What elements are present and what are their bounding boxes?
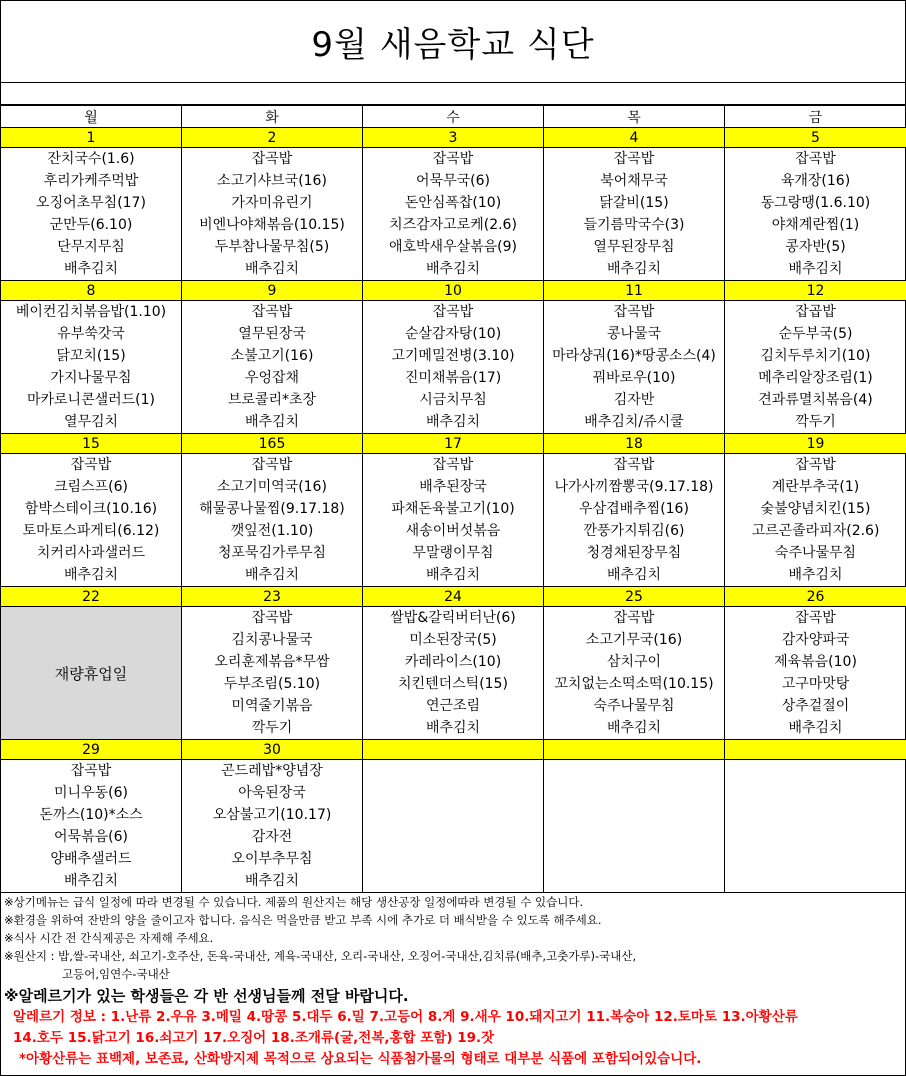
- menu-cell: [1, 301, 182, 434]
- menu-cell: [363, 301, 544, 434]
- menu-cell: [544, 454, 725, 587]
- date-cell: 18: [544, 434, 725, 454]
- menu-item: 잔치국수(1.6): [47, 151, 135, 167]
- menu-item: 배추김치: [425, 414, 481, 430]
- menu-item: 깐풍가지튀김(6): [583, 523, 685, 539]
- empty-menu-cell: [363, 760, 544, 893]
- menu-item: 제육볶음(10): [774, 654, 857, 670]
- menu-item: 잡곡밥: [432, 151, 474, 167]
- date-cell: 26: [725, 587, 906, 607]
- menu-item: 배추김치: [244, 567, 300, 583]
- menu-item: 잡곡밥: [70, 763, 112, 779]
- date-row: [1, 281, 906, 301]
- empty-menu-cell: [725, 760, 906, 893]
- menu-item: 카레라이스(10): [404, 654, 502, 670]
- menu-cell: [544, 301, 725, 434]
- weekday-wed: 수: [363, 106, 544, 128]
- menu-item: 김치콩나물국: [231, 632, 313, 648]
- menu-item: 콩자반(5): [785, 239, 846, 255]
- menu-cell: [363, 454, 544, 587]
- menu-item: 배추김치: [788, 567, 843, 583]
- menu-item: 콩나물국: [606, 326, 662, 342]
- menu-item: 순두부국(5): [778, 326, 853, 342]
- menu-item: 배추김치: [425, 567, 481, 583]
- menu-cell: [182, 148, 363, 281]
- menu-item: 배추김치: [788, 261, 843, 277]
- date-cell: 22: [1, 587, 182, 607]
- date-cell: 30: [182, 740, 363, 760]
- menu-row: [1, 760, 906, 893]
- menu-item: 깍두기: [251, 720, 293, 736]
- allergy-info-line: 알레르기 정보 : 1.난류 2.우유 3.메밀 4.땅콩 5.대두 6.밀 7.고등어 8.게 9.새우 10.돼지고기 11.복숭아 12.토마토 13.아황산류: [13, 1009, 798, 1025]
- date-cell: [725, 740, 906, 760]
- menu-item: 계란부추국(1): [771, 479, 860, 495]
- menu-item: 나가사끼짬뽕국(9.17.18): [554, 479, 714, 495]
- menu-item: 베이컨김치볶음밥(1.10): [15, 304, 167, 320]
- menu-item: 잡곱밥: [795, 304, 836, 320]
- menu-item: 배추김치: [425, 720, 481, 736]
- menu-cell: [544, 607, 725, 740]
- menu-item: 고르곤졸라피자(2.6): [751, 523, 880, 539]
- date-cell: 25: [544, 587, 725, 607]
- menu-item: 고구마맛탕: [781, 676, 850, 692]
- menu-item: 메추리알장조림(1): [758, 370, 873, 386]
- date-cell: [363, 740, 544, 760]
- menu-item: 배추김치: [63, 873, 119, 889]
- menu-item: 오삼불고기(10.17): [212, 807, 332, 823]
- menu-item: 진미채볶음(17): [404, 370, 502, 386]
- menu-item: 유부쑥갓국: [57, 326, 125, 342]
- menu-item: 잡곡밥: [251, 457, 293, 473]
- menu-item: 닭꼬치(15): [56, 348, 126, 364]
- note-line: ※식사 시간 전 간식제공은 자제해 주세요.: [4, 931, 214, 945]
- menu-item: 잡곡밥: [795, 457, 836, 473]
- menu-item: 감자양파국: [781, 632, 850, 648]
- menu-item: 우엉잡채: [244, 370, 300, 386]
- menu-item: 마카로니콘샐러드(1): [26, 392, 156, 408]
- menu-item: 동그랑땡(1.6.10): [760, 195, 871, 211]
- menu-item: 잡곡밥: [613, 610, 655, 626]
- menu-item: 잡곡밥: [795, 151, 836, 167]
- menu-row: [1, 607, 906, 740]
- menu-item: 곤드레밥*양념장: [221, 763, 323, 779]
- menu-item: 소고기미역국(16): [217, 479, 327, 495]
- menu-item: 야채계란찜(1): [771, 217, 860, 233]
- date-cell: 19: [725, 434, 906, 454]
- menu-cell: [544, 148, 725, 281]
- weekday-thu: 목: [544, 106, 725, 128]
- menu-item: 가자미유린기: [231, 195, 313, 211]
- menu-item: 잡곡밥: [251, 151, 293, 167]
- weekday-fri: 금: [725, 106, 906, 128]
- menu-item: 상추겉절이: [781, 698, 850, 714]
- menu-item: 숙주나물무침: [593, 698, 675, 714]
- menu-item: 단무지무침: [57, 239, 125, 255]
- menu-item: 숯불양념치킨(15): [760, 501, 871, 517]
- menu-item: 육개장(16): [780, 173, 851, 189]
- menu-cell: [1, 760, 182, 893]
- menu-item: 순살감자탕(10): [404, 326, 502, 342]
- menu-item: 마라샹궈(16)*땅콩소스(4): [552, 348, 716, 364]
- page-title: 9월 새음학교 식단: [1, 1, 905, 83]
- menu-item: 들기름막국수(3): [583, 217, 685, 233]
- menu-item: 소불고기(16): [230, 348, 314, 364]
- menu-item: 해물콩나물찜(9.17.18): [199, 501, 345, 517]
- menu-cell: [182, 760, 363, 893]
- menu-item: 김치두루치기(10): [760, 348, 871, 364]
- menu-item: 새송이버섯볶음: [405, 523, 501, 539]
- date-cell: 3: [363, 128, 544, 148]
- date-cell: 9: [182, 281, 363, 301]
- menu-item: 미소된장국(5): [409, 632, 497, 648]
- menu-item: 오징어초무침(17): [36, 195, 146, 211]
- allergy-footnote: *아황산류는 표백제, 보존료, 산화방지제 목적으로 상요되는 식품첨가물의 형태로 대부분 식품에 포함되어있습니다.: [19, 1051, 702, 1067]
- note-line: ※원산지 : 밥,쌀-국내산, 쇠고기-호주산, 돈육-국내산, 계육-국내산, 오리-국내산, 오징어-국내산,김치류(배추,고춧가루)-국내산,: [4, 949, 637, 963]
- menu-cell: [725, 607, 906, 740]
- menu-item: 소고기무국(16): [585, 632, 683, 648]
- menu-item: 배추김치: [63, 261, 119, 277]
- menu-item: 배추김치: [788, 720, 843, 736]
- menu-item: 오이부추무침: [231, 851, 313, 867]
- menu-item: 치킨텐더스틱(15): [398, 676, 508, 692]
- menu-item: 배추김치/쥬시쿨: [584, 414, 684, 430]
- menu-item: 배추된장국: [419, 479, 487, 495]
- title-spacer: [1, 83, 905, 105]
- menu-item: 배추김치: [63, 567, 119, 583]
- date-cell: 165: [182, 434, 363, 454]
- menu-item: 미니우동(6): [54, 785, 128, 801]
- menu-row: [1, 148, 906, 281]
- menu-item: 치즈감자고로케(2.6): [389, 217, 517, 233]
- menu-item: 견과류멸치볶음(4): [758, 392, 873, 408]
- menu-item: 양배추샐러드: [50, 851, 132, 867]
- menu-item: 파채돈육불고기(10): [391, 501, 515, 517]
- date-cell: 8: [1, 281, 182, 301]
- menu-item: 배추김치: [606, 567, 662, 583]
- menu-cell: [725, 301, 906, 434]
- menu-item: 소고기샤브국(16): [217, 173, 327, 189]
- menu-item: 치커리사과샐러드: [36, 545, 146, 561]
- menu-cell: [1, 454, 182, 587]
- menu-item: 크림스프(6): [54, 479, 128, 495]
- menu-cell: [363, 607, 544, 740]
- menu-item: 잡곡밥: [251, 304, 293, 320]
- date-cell: 29: [1, 740, 182, 760]
- date-cell: 17: [363, 434, 544, 454]
- date-cell: 2: [182, 128, 363, 148]
- menu-cell: [182, 607, 363, 740]
- meal-calendar: [0, 105, 906, 893]
- menu-item: 고기메밀전병(3.10): [391, 348, 515, 364]
- empty-menu-cell: [544, 760, 725, 893]
- allergy-info-line: 14.호두 15.닭고기 16.쇠고기 17.오징어 18.조개류(굴,전복,홍합 포함) 19.잣: [13, 1030, 495, 1046]
- menu-item: 잡곡밥: [432, 304, 474, 320]
- menu-cell: [182, 301, 363, 434]
- menu-row: [1, 301, 906, 434]
- menu-item: 배추김치: [606, 720, 662, 736]
- holiday-label: 재량휴업일: [54, 664, 128, 683]
- menu-item: 닭갈비(15): [599, 195, 669, 211]
- date-cell: 15: [1, 434, 182, 454]
- menu-item: 돈까스(10)*소스: [39, 807, 143, 823]
- date-cell: 11: [544, 281, 725, 301]
- date-cell: 1: [1, 128, 182, 148]
- menu-item: 무말랭이무침: [412, 545, 494, 561]
- menu-item: 잡곡밥: [613, 151, 655, 167]
- menu-item: 어묵볶음(6): [54, 829, 128, 845]
- menu-item: 두부참나물무침(5): [214, 239, 330, 255]
- menu-item: 배추김치: [244, 414, 300, 430]
- menu-item: 함박스테이크(10.16): [24, 501, 158, 517]
- date-row: [1, 740, 906, 760]
- weekday-tue: 화: [182, 106, 363, 128]
- menu-item: 미역줄기볶음: [231, 698, 313, 714]
- menu-item: 배추김치: [244, 261, 300, 277]
- menu-item: 어묵무국(6): [416, 173, 490, 189]
- notes-section: [1, 893, 905, 983]
- menu-item: 잡곡밥: [613, 457, 655, 473]
- weekday-header-row: [1, 106, 906, 128]
- menu-cell: [1, 148, 182, 281]
- menu-cell: [725, 148, 906, 281]
- menu-item: 애호박새우살볶음(9): [388, 239, 518, 255]
- menu-item: 잡곡밥: [70, 457, 112, 473]
- menu-item: 삼치구이: [606, 654, 662, 670]
- menu-cell: [182, 454, 363, 587]
- menu-item: 깍두기: [795, 414, 836, 430]
- holiday-cell: [1, 607, 182, 740]
- menu-item: 브로콜리*초장: [227, 392, 317, 408]
- menu-item: 깻잎전(1.10): [230, 523, 314, 539]
- menu-item: 비엔나야채볶음(10.15): [199, 217, 345, 233]
- date-row: [1, 587, 906, 607]
- menu-item: 잡곡밥: [432, 457, 474, 473]
- menu-item: 배추김치: [425, 261, 481, 277]
- menu-item: 북어채무국: [600, 173, 668, 189]
- menu-item: 군만두(6.10): [49, 217, 133, 233]
- menu-item: 잡곡밥: [251, 610, 293, 626]
- date-cell: 23: [182, 587, 363, 607]
- date-cell: [544, 740, 725, 760]
- menu-item: 두부조림(5.10): [223, 676, 321, 692]
- menu-item: 청포묵김가루무침: [217, 545, 327, 561]
- menu-item: 후리가케주먹밥: [43, 173, 139, 189]
- menu-cell: [725, 454, 906, 587]
- menu-item: 우삼겹배추찜(16): [579, 501, 689, 517]
- menu-item: 가지나물무침: [50, 370, 132, 386]
- menu-item: 숙주나물무침: [774, 545, 857, 561]
- menu-item: 잡곡밥: [795, 610, 836, 626]
- menu-item: 배추김치: [244, 873, 300, 889]
- date-cell: 4: [544, 128, 725, 148]
- menu-item: 연근조림: [425, 698, 481, 714]
- date-cell: 5: [725, 128, 906, 148]
- allergy-notice: ※알레르기가 있는 학생들은 각 반 선생님들께 전달 바랍니다.: [4, 987, 409, 1005]
- weekday-mon: 월: [1, 106, 182, 128]
- menu-item: 청경채된장무침: [586, 545, 682, 561]
- menu-item: 돈안심폭찹(10): [404, 195, 502, 211]
- menu-item: 꿔바로우(10): [592, 370, 676, 386]
- date-cell: 10: [363, 281, 544, 301]
- menu-item: 열무된장국: [238, 326, 306, 342]
- menu-item: 꼬치없는소떡소떡(10.15): [554, 676, 714, 692]
- date-cell: 24: [363, 587, 544, 607]
- menu-item: 아욱된장국: [238, 785, 306, 801]
- date-row: [1, 128, 906, 148]
- menu-item: 배추김치: [606, 261, 662, 277]
- date-row: [1, 434, 906, 454]
- menu-item: 시금치무침: [419, 392, 487, 408]
- note-line: ※상기메뉴는 급식 일정에 따라 변경될 수 있습니다. 제품의 원산지는 해당 생산공장 일정에따라 변경될 수 있습니다.: [4, 895, 584, 909]
- menu-cell: [363, 148, 544, 281]
- menu-item: 열무김치: [63, 414, 119, 430]
- menu-item: 토마토스파게티(6.12): [22, 523, 160, 539]
- menu-item: 잡곡밥: [613, 304, 655, 320]
- menu-item: 감자전: [251, 829, 293, 845]
- menu-row: [1, 454, 906, 587]
- menu-item: 열무된장무침: [593, 239, 675, 255]
- note-line: ※환경을 위하여 잔반의 양을 줄이고자 합니다. 음식은 먹을만큼 받고 부족 시에 추가로 더 배식받을 수 있도록 해주세요.: [4, 913, 602, 927]
- menu-item: 김자반: [613, 392, 655, 408]
- note-line: 고등어,임연수-국내산: [62, 967, 170, 981]
- date-cell: 12: [725, 281, 906, 301]
- menu-item: 쌀밥&갈릭버터난(6): [390, 610, 516, 626]
- menu-item: 오리훈제볶음*무쌈: [214, 654, 330, 670]
